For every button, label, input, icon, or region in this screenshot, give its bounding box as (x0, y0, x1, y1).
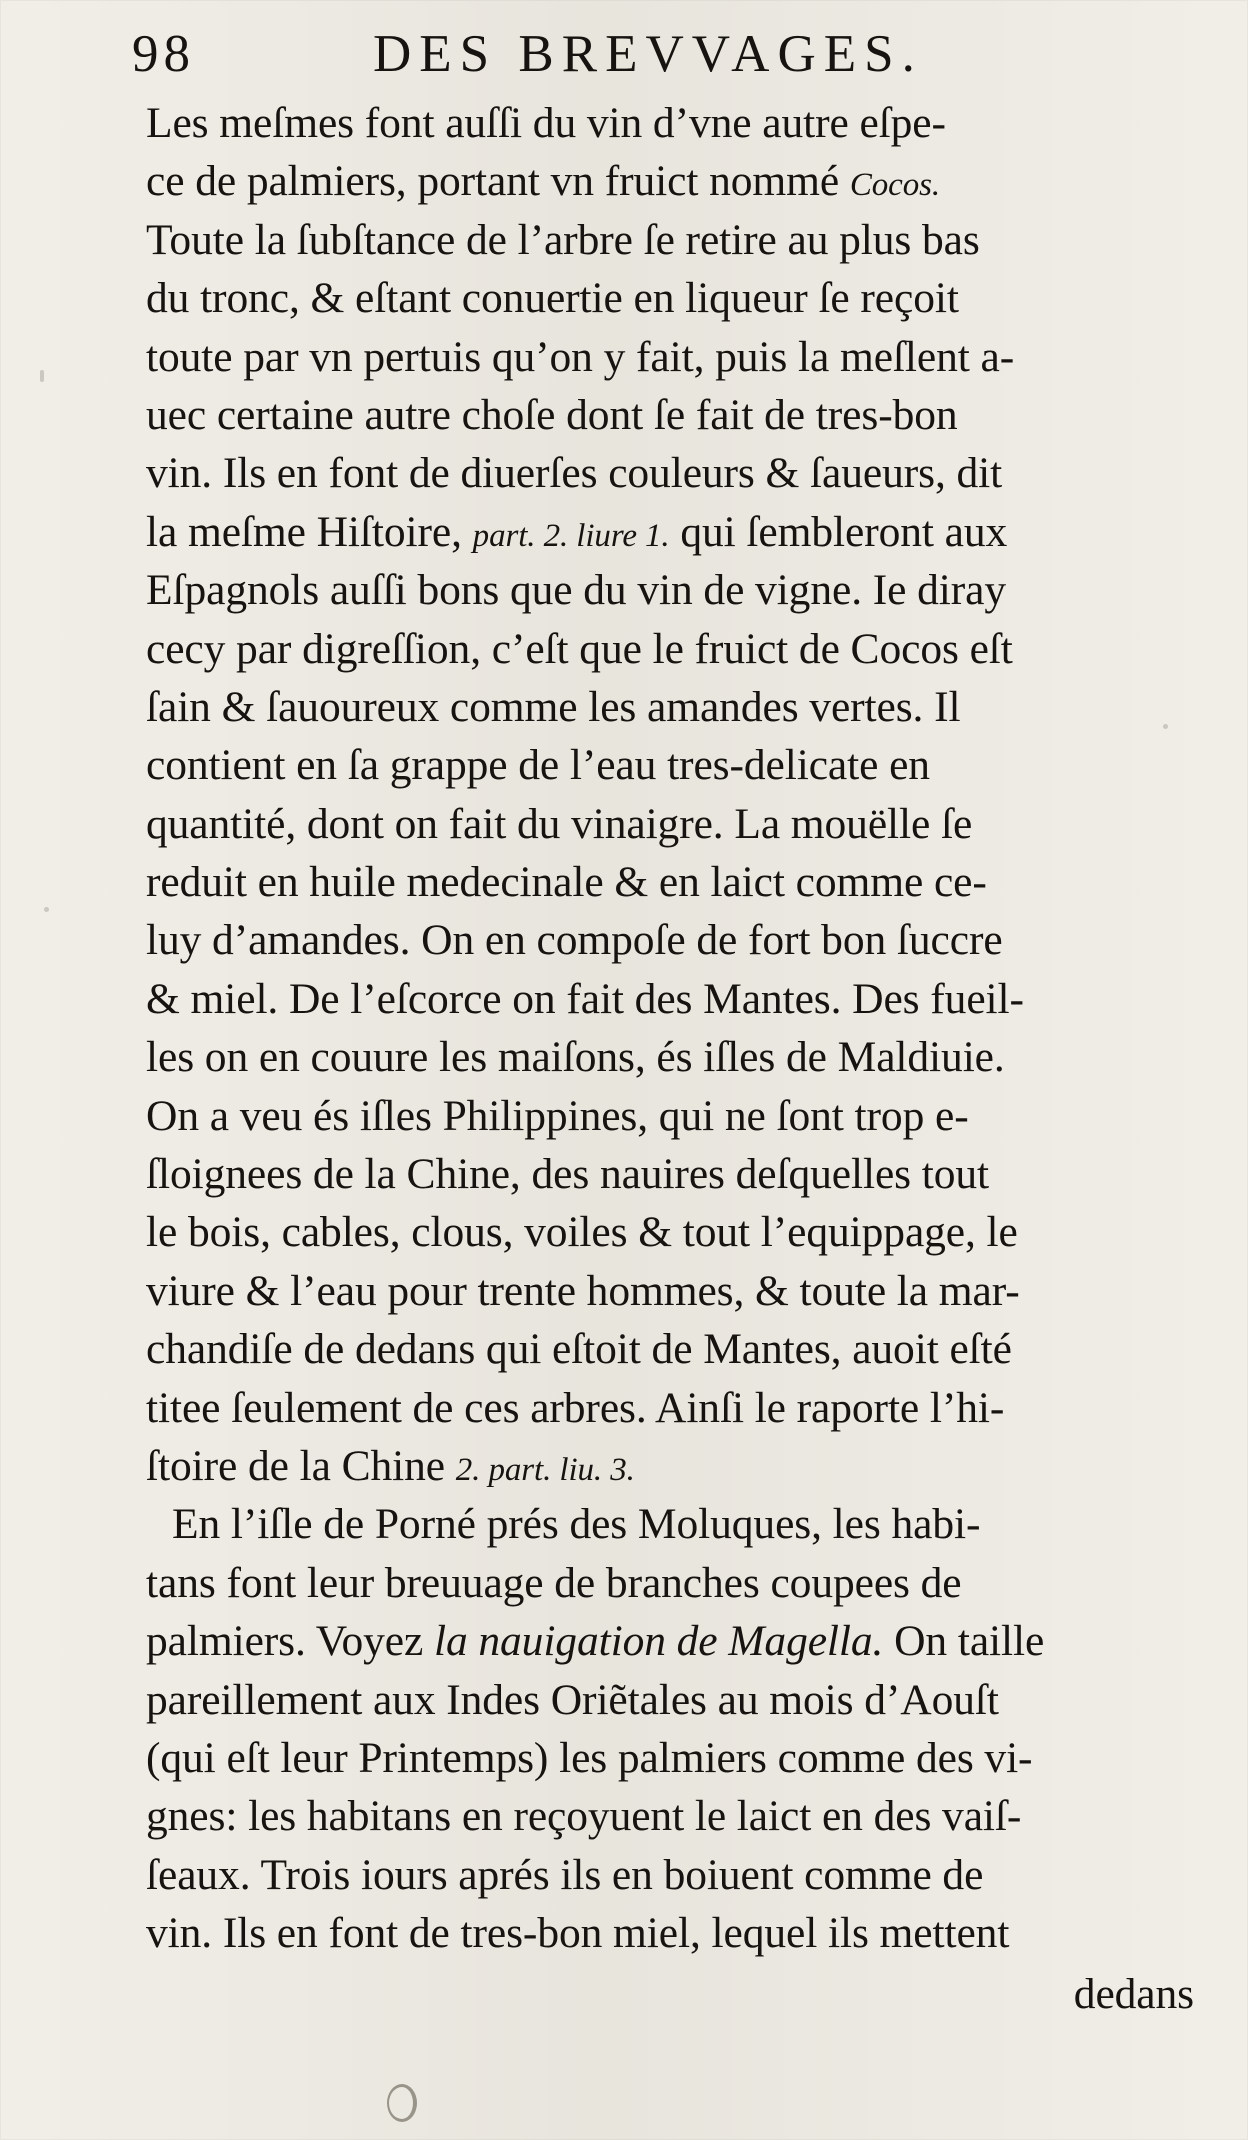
text-segment: le bois, cables, clous, voiles & tout l’equippage, le (146, 1208, 1018, 1257)
text-line (146, 561, 1198, 619)
text-segment: ce de palmiers, portant vn fruict nommé (146, 157, 850, 206)
text-segment: On taille (883, 1617, 1045, 1666)
text-segment: Les meſmes font auſſi du vin d’vne autre eſpe- (146, 99, 946, 147)
text-segment: luy d’amandes. On en compoſe de fort bon ſuccre (146, 916, 1003, 965)
text-segment: ſtoire de la Chine (146, 1441, 456, 1490)
italic-text-segment: part. 2. liure 1. (472, 517, 670, 554)
text-segment: reduit en huile medecinale & en laict comme ce- (146, 858, 987, 907)
text-segment: viure & l’eau pour trente hommes, & toute la mar- (146, 1266, 1020, 1315)
text-line (146, 1787, 1198, 1845)
ink-speck (44, 907, 49, 912)
text-segment: & miel. De l’eſcorce on fait des Mantes. Des fueil- (146, 974, 1024, 1023)
text-line (146, 1203, 1198, 1261)
text-segment: chandiſe de dedans qui eſtoit de Mantes, auoit eſté (146, 1325, 1012, 1374)
text-segment: pareillement aux Indes Oriẽtales au mois d’Aouſt (146, 1675, 999, 1724)
page-body-text (146, 94, 1198, 2023)
text-segment: tans font leur breuuage de branches coupees de (146, 1558, 962, 1607)
text-line (146, 1262, 1198, 1320)
text-line (146, 795, 1198, 853)
text-segment: ſeaux. Trois iours aprés ils en boiuent comme de (146, 1850, 984, 1899)
text-segment: toute par vn pertuis qu’on y fait, puis la meſlent a- (146, 332, 1015, 381)
text-line (146, 269, 1198, 327)
text-line (146, 1379, 1198, 1437)
text-segment: Eſpagnols auſſi bons que du vin de vigne. Ie diray (146, 566, 1006, 615)
text-line (146, 1671, 1198, 1729)
text-line (146, 503, 1198, 561)
text-line (146, 1437, 1198, 1495)
text-segment: la meſme Hiſtoire, (146, 507, 473, 556)
text-line (146, 678, 1198, 736)
text-line (146, 386, 1198, 444)
italic-text-segment: Cocos. (849, 167, 941, 204)
text-line (146, 736, 1198, 794)
italic-text-segment: la nauigation de Magella. (433, 1617, 884, 1666)
text-line (146, 94, 1198, 152)
text-line (146, 970, 1198, 1028)
text-segment: En l’iſle de Porné prés des Moluques, les habi- (172, 1500, 981, 1549)
text-line (146, 1087, 1198, 1145)
text-line (146, 1028, 1198, 1086)
text-line (146, 444, 1198, 502)
text-segment: On a veu és iſles Philippines, qui ne ſont trop e- (146, 1091, 969, 1140)
text-segment: vin. Ils en font de diuerſes couleurs & ſaueurs, dit (146, 449, 1003, 498)
text-segment: les on en couure les maiſons, és iſles de Maldiuie. (146, 1033, 1005, 1082)
text-segment: vin. Ils en font de tres-bon miel, lequel ils mettent (146, 1909, 1010, 1958)
text-segment: quantité, dont on fait du vinaigre. La mouëlle ſe (146, 799, 973, 848)
text-line (146, 1612, 1198, 1670)
page-number: 98 (132, 25, 195, 83)
text-segment: du tronc, & eſtant conuertie en liqueur ſe reçoit (146, 274, 959, 323)
text-line (146, 1729, 1198, 1787)
text-line (146, 620, 1198, 678)
text-segment: ſain & ſauoureux comme les amandes vertes. Il (146, 682, 961, 731)
ink-speck (40, 370, 44, 382)
text-segment: uec certaine autre choſe dont ſe fait de tres-bon (146, 390, 958, 439)
text-segment: ſloignees de la Chine, des nauires deſquelles tout (146, 1150, 990, 1199)
text-segment: qui ſembleront aux (669, 507, 1008, 556)
text-line (146, 1904, 1198, 1962)
text-line (146, 1495, 1198, 1553)
text-line (146, 1145, 1198, 1203)
text-segment: titee ſeulement de ces arbres. Ainſi le raporte l’hi- (146, 1383, 1005, 1432)
italic-text-segment: 2. part. liu. 3. (455, 1451, 635, 1488)
text-line (146, 328, 1198, 386)
text-line (146, 152, 1198, 210)
running-title: DES BREVVAGES. (373, 25, 923, 83)
text-line (146, 853, 1198, 911)
catchword: dedans (1073, 1969, 1194, 2018)
text-line (146, 911, 1198, 969)
text-line (146, 1846, 1198, 1904)
text-line (146, 1320, 1198, 1378)
text-segment: contient en ſa grappe de l’eau tres-delicate en (146, 741, 930, 790)
bottom-mark (387, 2084, 417, 2122)
text-line (146, 211, 1198, 269)
text-segment: gnes: les habitans en reçoyuent le laict en des vaiſ- (146, 1792, 1022, 1841)
text-segment: palmiers. Voyez (146, 1617, 434, 1666)
text-segment: Toute la ſubſtance de l’arbre ſe retire au plus bas (146, 215, 980, 264)
page-header (132, 20, 1132, 88)
text-segment: (qui eſt leur Printemps) les palmiers comme des vi- (146, 1733, 1033, 1782)
text-segment: cecy par digreſſion, c’eſt que le fruict de Cocos eſt (146, 624, 1013, 673)
text-line (146, 1554, 1198, 1612)
